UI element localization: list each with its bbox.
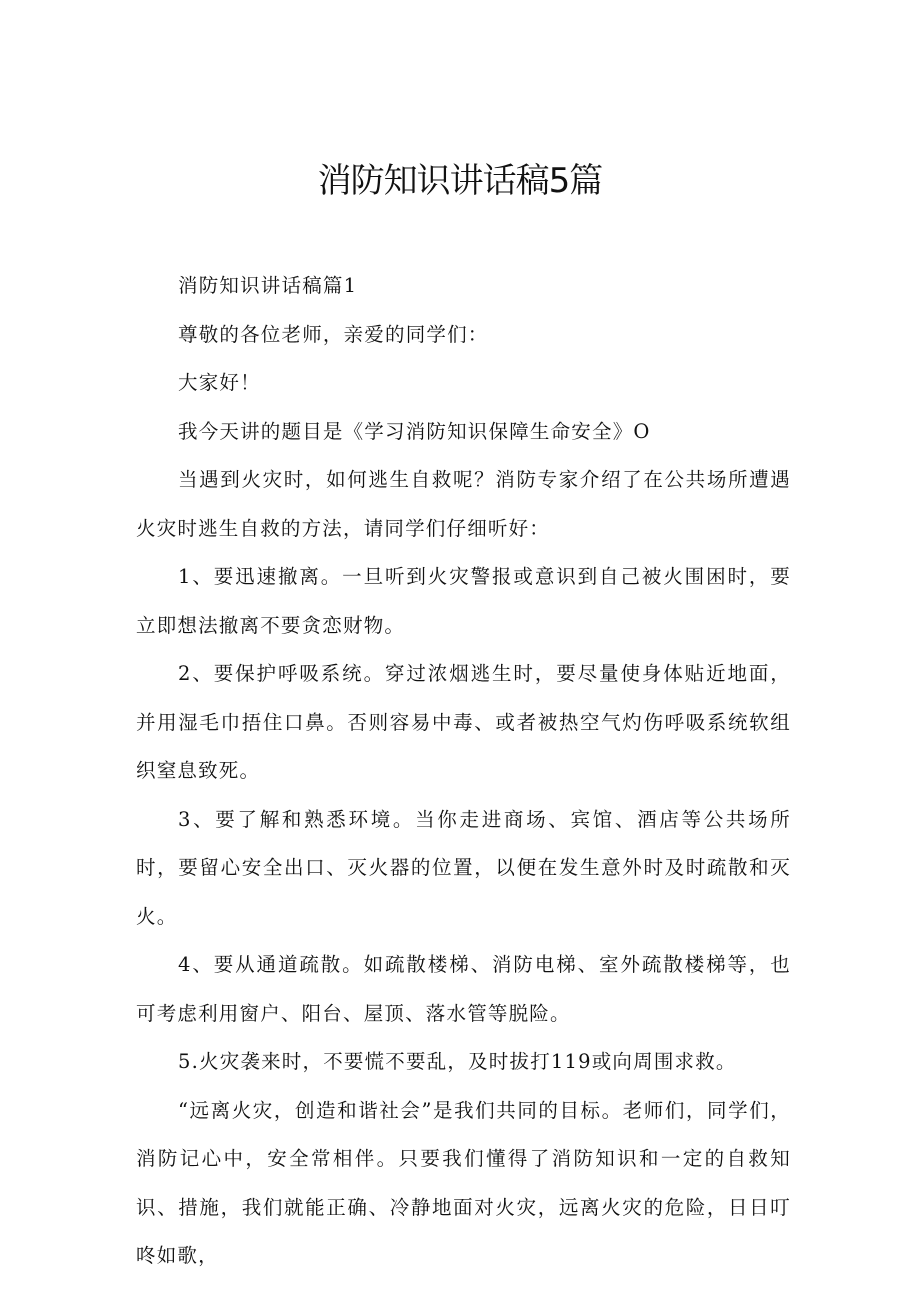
intro-paragraph: 当遇到火灾时，如何逃生自救呢？消防专家介绍了在公共场所遭遇火灾时逃生自救的方法，请同学们仔细听好： bbox=[136, 468, 791, 540]
salutation: 尊敬的各位老师，亲爱的同学们： bbox=[178, 322, 489, 346]
section-heading: 消防知识讲话稿篇1 bbox=[178, 274, 358, 297]
tip-paragraph-1: 1、要迅速撤离。一旦听到火灾警报或意识到自己被火围困时，要立即想法撤离不要贪恋财物。 bbox=[136, 565, 791, 637]
tip-paragraph-2: 2、要保护呼吸系统。穿过浓烟逃生时，要尽量使身体贴近地面，并用湿毛巾捂住口鼻。否则容易中毒、或者被热空气灼伤呼吸系统软组织窒息致死。 bbox=[136, 662, 791, 782]
closing-paragraph: “远离火灾，创造和谐社会”是我们共同的目标。老师们，同学们，消防记心中，安全常相伴。只要我们懂得了消防知识和一定的自救知识、措施，我们就能正确、冷静地面对火灾，远离火灾的危险，日日叮咚如歌， bbox=[136, 1098, 791, 1267]
tip-paragraph-5: 5.火灾袭来时，不要慌不要乱，及时拔打119或向周围求救。 bbox=[178, 1050, 737, 1073]
document-title: 消防知识讲话稿5篇 bbox=[317, 161, 603, 201]
document-body bbox=[136, 262, 791, 1281]
tip-paragraph-3: 3、要了解和熟悉环境。当你走进商场、宾馆、酒店等公共场所时，要留心安全出口、灭火器的位置，以便在发生意外时及时疏散和灭火。 bbox=[136, 807, 791, 928]
topic-paragraph: 我今天讲的题目是《学习消防知识保障生命安全》O bbox=[178, 419, 651, 443]
greeting: 大家好！ bbox=[178, 371, 261, 394]
tip-paragraph-4: 4、要从通道疏散。如疏散楼梯、消防电梯、室外疏散楼梯等，也可考虑利用窗户、阳台、屋顶、落水管等脱险。 bbox=[136, 953, 791, 1025]
